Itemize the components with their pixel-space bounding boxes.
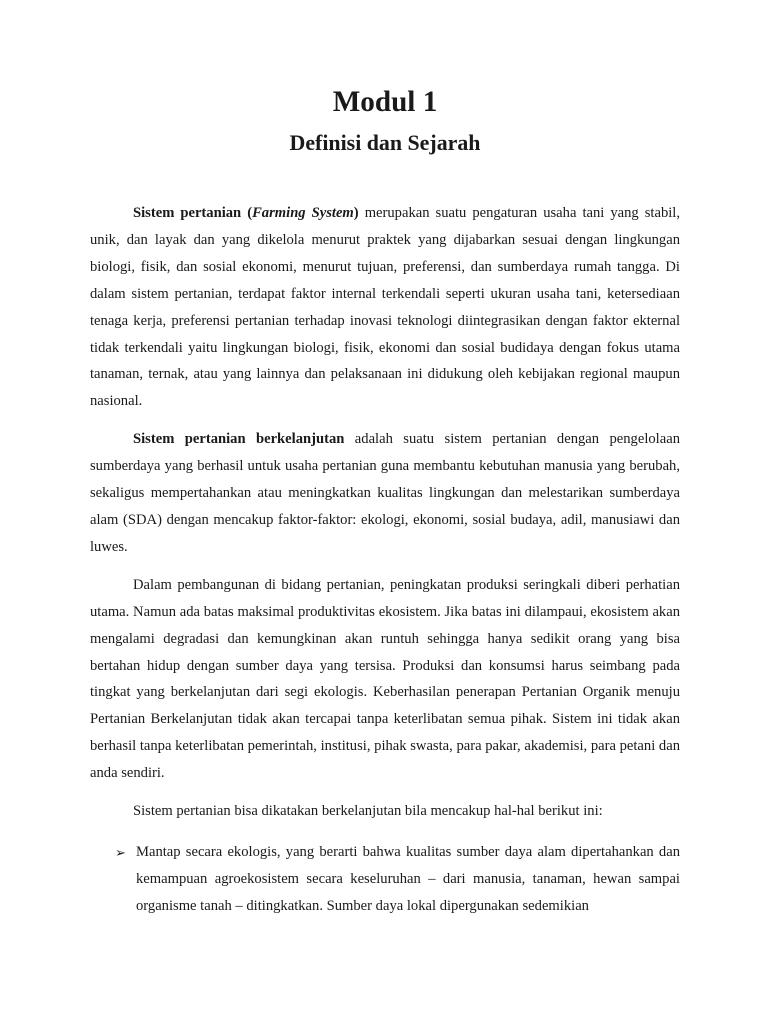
criteria-list xyxy=(90,839,680,920)
term-sistem-pertanian: Sistem pertanian xyxy=(133,205,242,221)
paragraph-sustainable-agriculture xyxy=(90,426,680,561)
term-sistem-pertanian-berkelanjutan: Sistem pertanian berkelanjutan xyxy=(133,431,345,448)
term-farming-system: Farming System xyxy=(252,205,354,221)
paren-open: ( xyxy=(241,205,253,221)
list-item xyxy=(90,839,680,920)
paragraph-development: Dalam pembangunan di bidang pertanian, peningkatan produksi seringkali diberi perhatian utama. Namun ada batas maksimal produktivitas ekosistem. Jika batas ini dilampaui, ekosistem akan mengalami degradasi dan kemungkinan akan runtuh sehingga hanya sedikit orang yang bisa bertahan hidup dengan sumber daya yang tersisa. Produksi dan konsumsi harus seimbang pada tingkat yang berkelanjutan dari segi ekologis. Keberhasilan penerapan Pertanian Organik menuju Pertanian Berkelanjutan tidak akan tercapai tanpa keterlibatan semua pihak. Sistem ini tidak akan berhasil tanpa keterlibatan pemerintah, institusi, pihak swasta, para pakar, akademisi, para petani dan anda sendiri. xyxy=(90,576,680,782)
section-title: Definisi dan Sejarah xyxy=(289,130,481,155)
paragraph-farming-system xyxy=(90,200,680,415)
arrow-bullet-icon: ➢ xyxy=(115,844,126,860)
paragraph-1-text: merupakan suatu pengaturan usaha tani yang stabil, unik, dan layak dan yang dikelola menurut praktek yang dijabarkan sesuai dengan lingkungan biologi, fisik, dan sosial ekonomi, menurut tujuan, preferensi, dan sumberdaya rumah tangga. Di dalam sistem pertanian, terdapat faktor internal terkendali seperti ukuran usaha tani, ketersediaan tenaga kerja, preferensi pertanian terhadap inovasi teknologi diintegrasikan dengan faktor ekternal tidak terkendali yaitu lingkungan biologi, fisik, ekonomi dan sosial budidaya dengan fokus utama tanaman, ternak, atau yang lainnya dan pelaksanaan ini didukung oleh kebijakan regional maupun nasional. xyxy=(90,205,681,410)
paragraph-list-intro: Sistem pertanian bisa dikatakan berkelanjutan bila mencakup hal-hal berikut ini: xyxy=(133,803,603,820)
module-title: Modul 1 xyxy=(332,86,438,118)
paren-close: ) xyxy=(353,205,359,221)
paragraph-2-text: adalah suatu sistem pertanian dengan pengelolaan sumberdaya yang berhasil untuk usaha pertanian guna membantu kebutuhan manusia yang berubah, sekaligus mempertahankan atau meningkatkan kualitas lingkungan dan melestarikan sumberdaya alam (SDA) dengan mencakup faktor-faktor: ekologi, ekonomi, sosial budaya, adil, manusiawi dan luwes. xyxy=(90,431,680,555)
list-item-text: Mantap secara ekologis, yang berarti bahwa kualitas sumber daya alam dipertahankan dan kemampuan agroekosistem secara keseluruhan – dari manusia, tanaman, hewan sampai organisme tanah – ditingkatkan. Sumber daya lokal dipergunakan sedemikian xyxy=(136,843,680,914)
